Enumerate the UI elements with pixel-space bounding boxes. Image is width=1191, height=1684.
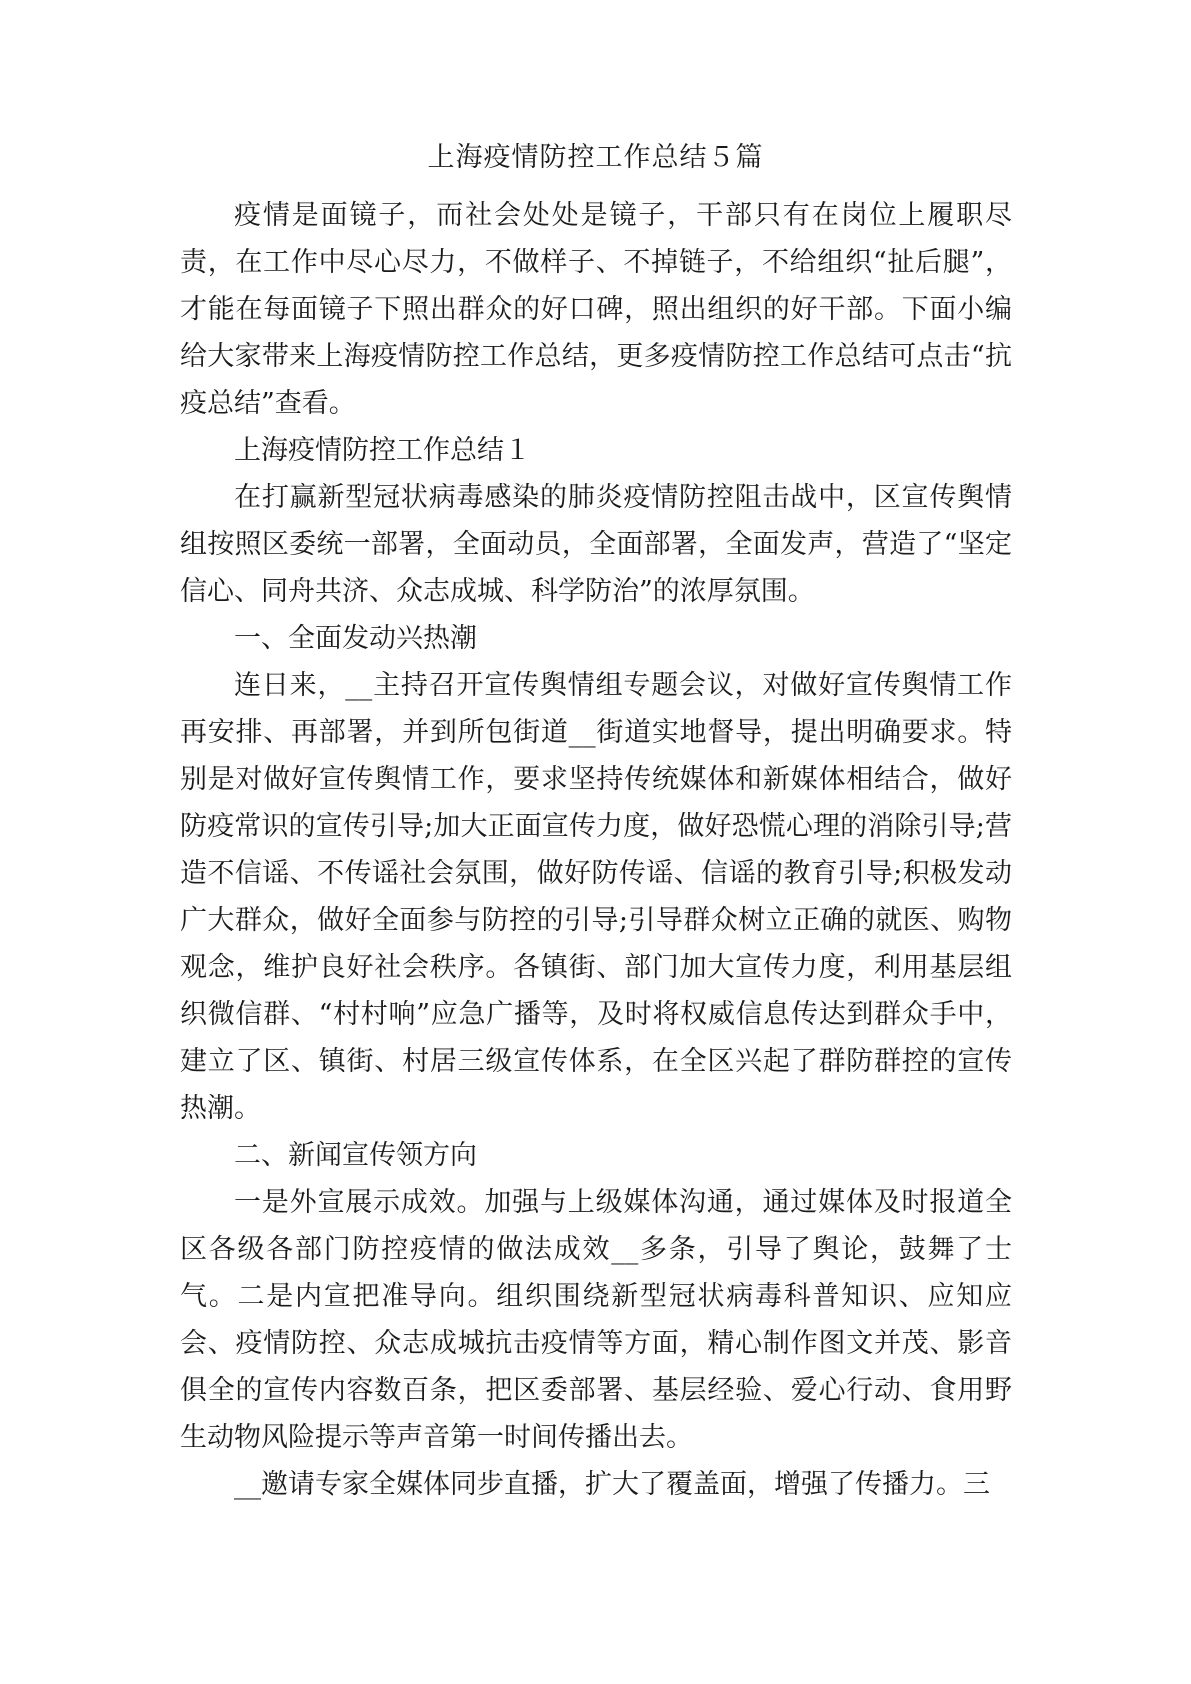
intro-paragraph: 疫情是面镜子，而社会处处是镜子，干部只有在岗位上履职尽责，在工作中尽心尽力，不做样子、不掉链子，不给组织“扯后腿”，才能在每面镜子下照出群众的好口碑，照出组织的好干部。下面小编给大家带来上海疫情防控工作总结，更多疫情防控工作总结可点击“抗疫总结”查看。: [180, 200, 1012, 419]
body-paragraph: __邀请专家全媒体同步直播，扩大了覆盖面，增强了传播力。三: [234, 1469, 990, 1500]
document-title: 上海疫情防控工作总结５篇: [427, 142, 764, 173]
subheading-1: 一、全面发动兴热潮: [234, 623, 477, 654]
subheading-2: 二、新闻宣传领方向: [234, 1140, 477, 1171]
body-paragraph: 连日来，__主持召开宣传舆情组专题会议，对做好宣传舆情工作再安排、再部署，并到所包街道__街道实地督导，提出明确要求。特别是对做好宣传舆情工作，要求坚持传统媒体和新媒体相结合，做好防疫常识的宣传引导;加大正面宣传力度，做好恐慌心理的消除引导;营造不信谣、不传谣社会氛围，做好防传谣、信谣的教育引导;积极发动广大群众，做好全面参与防控的引导;引导群众树立正确的就医、购物观念，维护良好社会秩序。各镇街、部门加大宣传力度，利用基层组织微信群、“村村响”应急广播等，及时将权威信息传达到群众手中，建立了区、镇街、村居三级宣传体系，在全区兴起了群防群控的宣传热潮。: [180, 670, 1012, 1124]
document-body: [180, 192, 1012, 1508]
body-paragraph: 一是外宣展示成效。加强与上级媒体沟通，通过媒体及时报道全区各级各部门防控疫情的做法成效__多条，引导了舆论，鼓舞了士气。二是内宣把准导向。组织围绕新型冠状病毒科普知识、应知应会、疫情防控、众志成城抗击疫情等方面，精心制作图文并茂、影音俱全的宣传内容数百条，把区委部署、基层经验、爱心行动、食用野生动物风险提示等声音第一时间传播出去。: [180, 1187, 1012, 1453]
body-paragraph: 在打赢新型冠状病毒感染的肺炎疫情防控阻击战中，区宣传舆情组按照区委统一部署，全面动员，全面部署，全面发声，营造了“坚定信心、同舟共济、众志成城、科学防治”的浓厚氛围。: [180, 482, 1012, 607]
section-heading-1: 上海疫情防控工作总结１: [234, 435, 531, 466]
